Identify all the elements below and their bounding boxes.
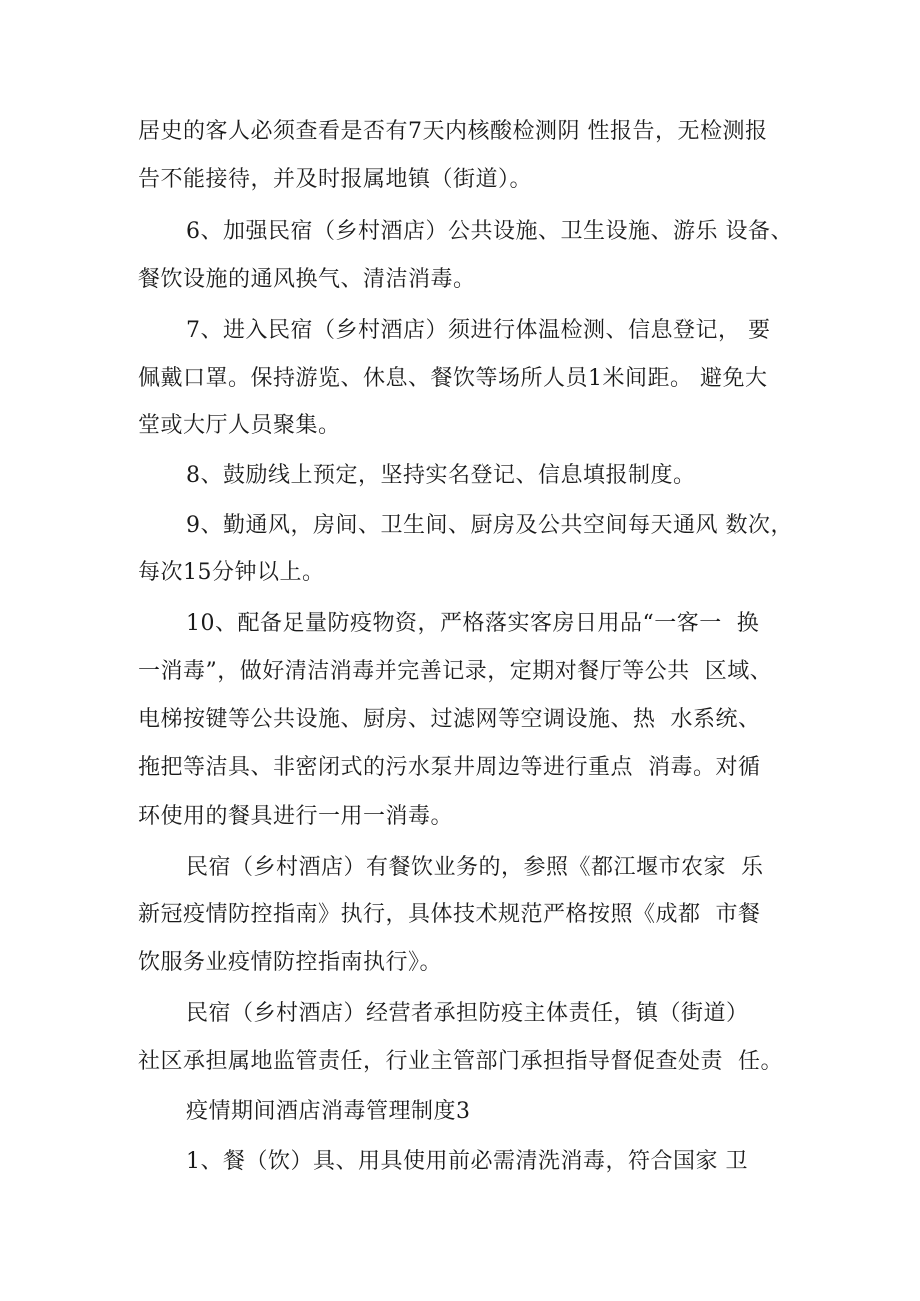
text-line	[0, 311, 920, 351]
text-line	[0, 212, 920, 252]
line-text: 一消毒”，做好清洁消毒并完善记录，定期对餐厅等公共 区域、	[138, 659, 773, 684]
line-text: 民宿（乡村酒店）有餐饮业务的，参照《都江堰市农家 乐	[186, 855, 764, 880]
line-text: 民宿（乡村酒店）经营者承担防疫主体责任，镇（街道）	[186, 1001, 749, 1026]
line-text: 堂或大厅人员聚集。	[138, 413, 341, 438]
text-line	[0, 700, 920, 740]
line-text: 饮服务业疫情防控指南执行》。	[138, 950, 443, 975]
line-text: 每次15分钟以上。	[138, 560, 325, 585]
line-text: 电梯按键等公共设施、厨房、过滤网等空调设施、热 水系统、	[138, 707, 761, 732]
text-line	[0, 748, 920, 788]
text-line	[0, 160, 920, 200]
line-text: 8、鼓励线上预定，坚持实名登记、信息填报制度。	[186, 463, 696, 488]
line-text: 拖把等洁具、非密闭式的污水泵井周边等进行重点 消毒。对循	[138, 755, 761, 780]
text-line	[0, 1092, 920, 1132]
line-text: 9、勤通风，房间、卫生间、厨房及公共空间每天通风 数次，	[186, 513, 793, 538]
text-line	[0, 994, 920, 1034]
text-line	[0, 1142, 920, 1182]
text-line	[0, 652, 920, 692]
line-text: 环使用的餐具进行一用一消毒。	[138, 804, 454, 829]
line-text: 1、餐（饮）具、用具使用前必需清洗消毒，符合国家 卫	[186, 1149, 748, 1174]
line-text: 新冠疫情防控指南》执行，具体技术规范严格按照《成都 市餐	[138, 902, 761, 927]
text-line	[0, 359, 920, 399]
line-text: 告不能接待，并及时报属地镇（街道）。	[138, 167, 533, 192]
text-line	[0, 848, 920, 888]
text-line	[0, 406, 920, 446]
line-text: 佩戴口罩。保持游览、休息、餐饮等场所人员1米间距。 避免大	[138, 366, 768, 391]
text-line	[0, 895, 920, 935]
line-text: 7、进入民宿（乡村酒店）须进行体温检测、信息登记， 要	[186, 318, 771, 343]
text-line	[0, 260, 920, 300]
text-line	[0, 506, 920, 546]
line-text: 6、加强民宿（乡村酒店）公共设施、卫生设施、游乐 设备、	[186, 219, 793, 244]
text-line	[0, 1042, 920, 1082]
line-text: 社区承担属地监管责任，行业主管部门承担指导督促查处责 任。	[138, 1049, 783, 1074]
line-text: 疫情期间酒店消毒管理制度3	[186, 1099, 471, 1124]
line-text: 10、配备足量防疫物资，严格落实客房日用品“一客一 换	[186, 611, 760, 636]
text-line	[0, 553, 920, 593]
text-line	[0, 797, 920, 837]
text-line	[0, 456, 920, 496]
line-text: 餐饮设施的通风换气、清洁消毒。	[138, 267, 476, 292]
line-text: 居史的客人必须查看是否有7天内核酸检测阴 性报告，无检测报	[138, 119, 768, 144]
text-line	[0, 943, 920, 983]
text-line	[0, 604, 920, 644]
text-line	[0, 112, 920, 152]
